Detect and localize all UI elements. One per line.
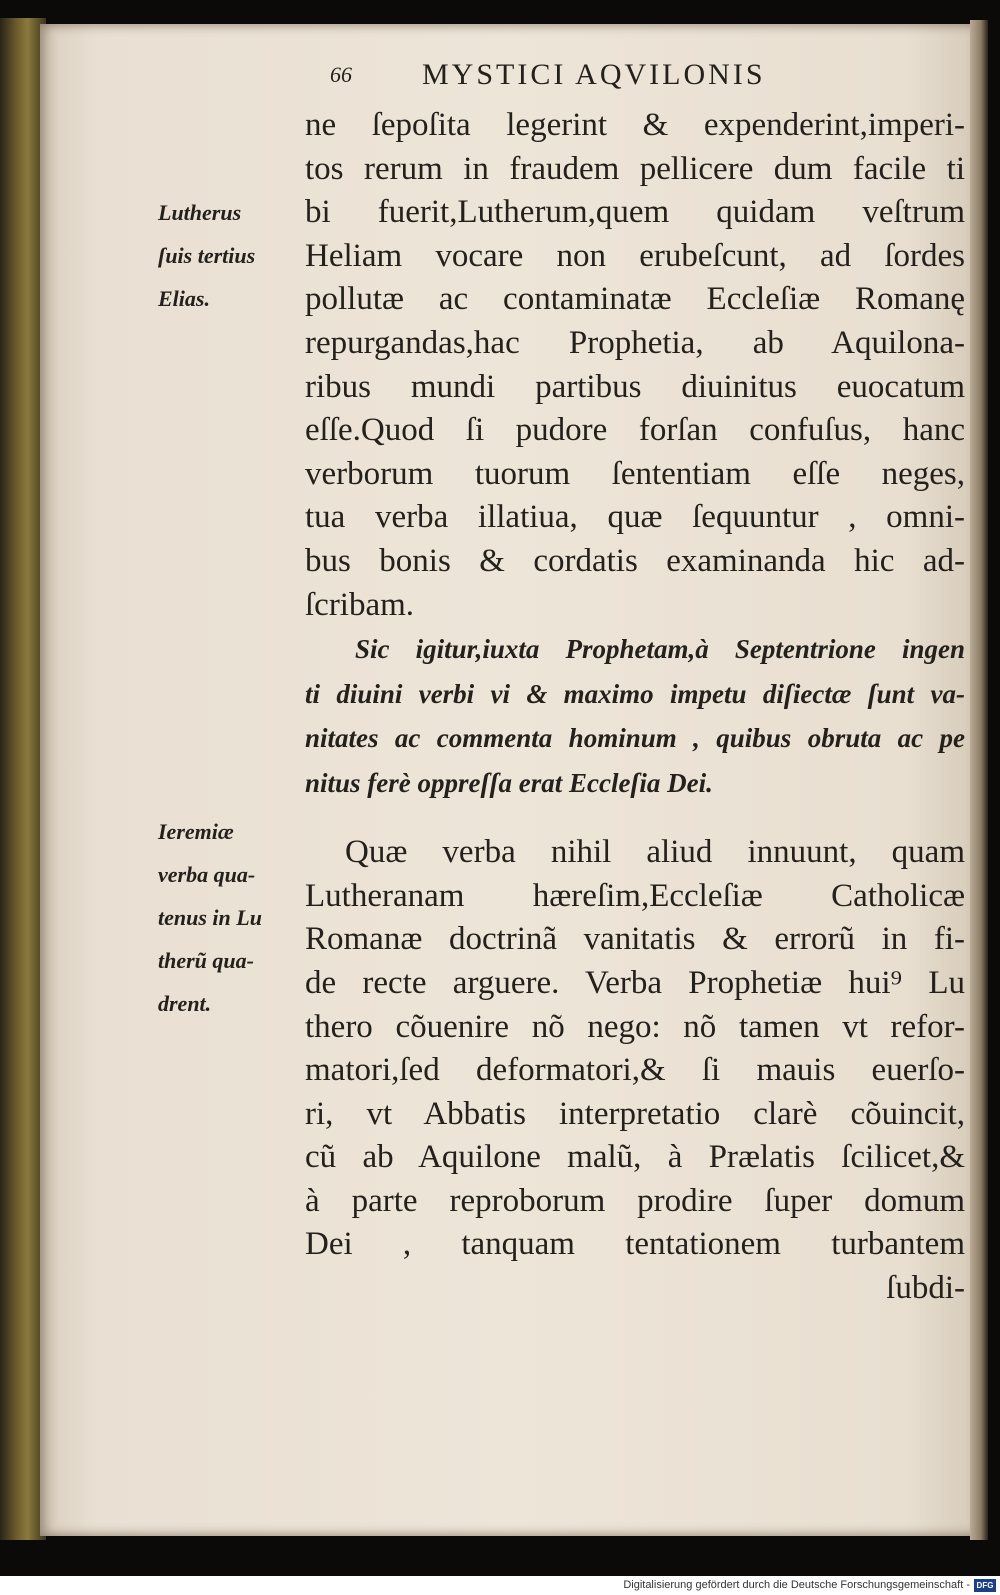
- text-line: bi fuerit,Lutherum,quem quidam veſtrum: [305, 194, 965, 231]
- margin-note-line: Lutherus: [158, 200, 242, 225]
- text-line: cũ ab Aquilone malũ, à Prælatis ſcilicet,&: [305, 1139, 965, 1176]
- quote-line: ti diuini verbi vi & maximo impetu diſiectæ ſunt va-: [305, 678, 965, 709]
- text-line: repurgandas,hac Prophetia, ab Aquilona-: [305, 324, 965, 361]
- page-fore-edge: [970, 20, 988, 1540]
- margin-note-ieremiae: [158, 810, 308, 1025]
- quote-line: Sic igitur,iuxta Prophetam,à Septentrione ingen: [355, 634, 965, 665]
- paragraph-2: [305, 831, 965, 1311]
- margin-note-line: therũ qua-: [158, 948, 254, 973]
- dfg-logo[interactable]: DFG: [974, 1579, 996, 1592]
- running-title: MYSTICI AQVILONIS: [422, 58, 766, 91]
- body-text: [305, 104, 965, 1311]
- text-line: tos rerum in fraudem pellicere dum facile ti: [305, 150, 965, 187]
- digitization-footer: [0, 1576, 1000, 1595]
- margin-note-line: Elias.: [158, 286, 210, 311]
- text-line: Dei , tanquam tentationem turbantem: [305, 1226, 965, 1263]
- text-line: à parte reproborum prodire ſuper domum: [305, 1182, 965, 1219]
- margin-note-lutherus: [158, 191, 308, 320]
- margin-note-line: tenus in Lu: [158, 905, 262, 930]
- text-line: eſſe.Quod ſi pudore forſan confuſus, hanc: [305, 412, 965, 449]
- running-head: [330, 58, 950, 98]
- quotation: [305, 627, 965, 805]
- margin-note-line: drent.: [158, 991, 212, 1016]
- text-line: ſcribam.: [305, 586, 415, 623]
- margin-note-line: ſuis tertius: [158, 243, 256, 268]
- text-line: Lutheranam hæreſim,Eccleſiæ Catholicæ: [305, 877, 965, 914]
- text-line: ne ſepoſita legerint & expenderint,imperi-: [305, 107, 965, 143]
- text-line: ribus mundi partibus diuinitus euocatum: [305, 368, 965, 405]
- funding-credit: Digitalisierung gefördert durch die Deutsche Forschungsgemeinschaft -: [623, 1579, 970, 1591]
- catchword: ſubdi-: [886, 1270, 965, 1307]
- paragraph-gap: [305, 805, 965, 831]
- text-line: Heliam vocare non erubeſcunt, ad ſordes: [305, 237, 965, 274]
- margin-note-line: verba qua-: [158, 862, 256, 887]
- margin-note-line: Ieremiæ: [158, 819, 234, 844]
- text-line: Romanæ doctrinã vanitatis & errorũ in fi-: [305, 921, 965, 958]
- text-line: ri, vt Abbatis interpretatio clarè cõuincit,: [305, 1095, 965, 1132]
- text-line: de recte arguere. Verba Prophetiæ hui⁹ Lu: [305, 964, 965, 1001]
- quote-line: nitates ac commenta hominum , quibus obruta ac pe: [305, 723, 965, 754]
- paragraph-1: [305, 104, 965, 627]
- text-line: thero cõuenire nõ nego: nõ tamen vt refor-: [305, 1008, 965, 1045]
- text-line: matori,ſed deformatori,& ſi mauis euerſo-: [305, 1052, 965, 1089]
- text-line: Quæ verba nihil aliud innuunt, quam: [345, 834, 965, 871]
- text-line: bus bonis & cordatis examinanda hic ad-: [305, 542, 965, 579]
- quote-line: nitus ferè oppreſſa erat Eccleſia Dei.: [305, 767, 713, 798]
- page-number: 66: [330, 62, 352, 87]
- text-line: pollutæ ac contaminatæ Eccleſiæ Romanę: [305, 281, 965, 318]
- text-line: tua verba illatiua, quæ ſequuntur , omni-: [305, 499, 965, 536]
- text-line: verborum tuorum ſententiam eſſe neges,: [305, 455, 965, 492]
